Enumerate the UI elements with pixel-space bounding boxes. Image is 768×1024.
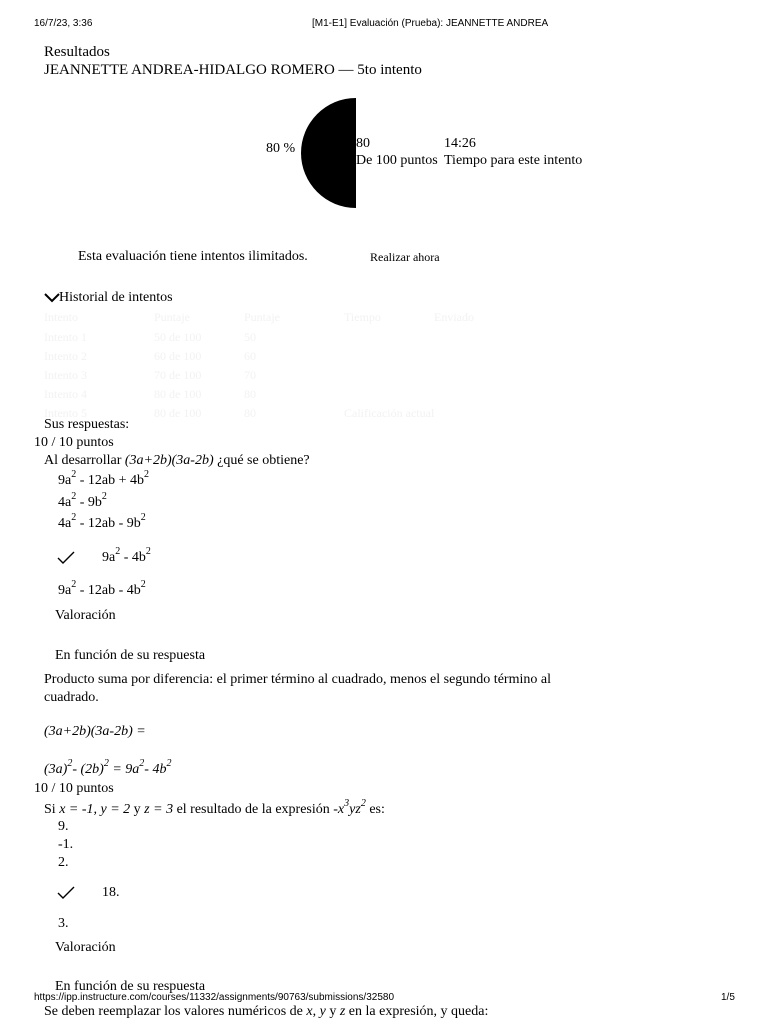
score-value: 80 [356, 136, 370, 151]
q1-option-1 [58, 469, 149, 489]
exponent: 2 [71, 579, 77, 591]
term: - 4b [120, 550, 146, 565]
text: y [325, 1004, 340, 1019]
term: - (2b) [72, 762, 104, 777]
unlimited-attempts-note: Esta evaluación tiene intentos ilimitados. [78, 249, 308, 264]
exponent: 2 [140, 579, 146, 591]
attempt-history-toggle[interactable] [44, 290, 173, 306]
expression: z = 3 [144, 802, 174, 817]
exponent: 2 [166, 758, 172, 770]
history-cell: 80 [244, 406, 256, 420]
q1-option-3 [58, 512, 146, 532]
history-cell[interactable]: Intento 1 [44, 330, 87, 344]
score-label: De 100 puntos [356, 153, 438, 168]
variable: x [306, 1004, 313, 1019]
term: - 12ab - 9b [76, 516, 141, 531]
term: - 12ab + 4b [76, 473, 144, 488]
history-cell[interactable]: Intento 2 [44, 349, 87, 363]
q2-option-4-correct: 18. [102, 885, 120, 900]
history-cell: 80 [244, 387, 256, 401]
term: 9a [58, 473, 72, 488]
q1-option-4-correct [102, 546, 151, 566]
expression: yz [349, 802, 361, 817]
history-header: Puntaje [244, 310, 280, 324]
q1-expression-2 [44, 758, 172, 778]
expression: -x [333, 802, 345, 817]
exponent: 2 [67, 758, 73, 770]
variable: z [339, 1004, 346, 1019]
q2-valoracion: Valoración [55, 940, 116, 955]
q2-explanation [44, 1004, 488, 1020]
correct-checkmark-icon [57, 551, 75, 565]
q2-option-3: 2. [58, 855, 69, 870]
history-cell: Calificación actual [344, 406, 435, 420]
history-cell: 50 [244, 330, 256, 344]
text: Se deben reemplazar los valores numéricos de [44, 1004, 307, 1019]
history-header: Intento [44, 310, 78, 324]
q2-feedback-heading: En función de su respuesta [55, 979, 206, 994]
q1-prompt-post: ¿qué se obtiene? [213, 453, 310, 468]
term: - 9b [76, 495, 102, 510]
q2-option-5: 3. [58, 916, 69, 931]
history-cell: 70 [244, 368, 256, 382]
score-pie [300, 96, 360, 210]
expression: (3a+2b)(3a-2b) = [44, 724, 146, 739]
take-now-button[interactable]: Realizar ahora [370, 250, 440, 264]
student-attempt: JEANNETTE ANDREA-HIDALGO ROMERO — 5to intento [44, 62, 422, 78]
expression: x = -1, y = 2 [59, 802, 131, 817]
q2-prompt [44, 798, 385, 818]
q2-option-2: -1. [58, 837, 74, 852]
history-header: Enviado [434, 310, 474, 324]
history-cell: 50 de 100 [154, 330, 202, 344]
text: es: [365, 802, 385, 817]
history-cell[interactable]: Intento 4 [44, 387, 87, 401]
q2-points: 10 / 10 puntos [34, 781, 114, 796]
exponent: 2 [360, 798, 366, 810]
term: - 12ab - 4b [76, 583, 141, 598]
attempt-time-label: Tiempo para este intento [444, 153, 583, 168]
q1-prompt [44, 453, 310, 469]
history-cell[interactable]: Intento 3 [44, 368, 87, 382]
term: 9a [102, 550, 116, 565]
exponent: 2 [103, 758, 109, 770]
attempt-history-label: Historial de intentos [59, 290, 173, 305]
print-title: [M1-E1] Evaluación (Prueba): JEANNETTE ANDREA [312, 18, 549, 29]
history-cell: 70 de 100 [154, 368, 202, 382]
term: 4a [58, 495, 72, 510]
exponent: 2 [101, 491, 107, 503]
q1-prompt-pre: Al desarrollar [44, 453, 125, 468]
chevron-down-icon [44, 292, 60, 304]
text: , [312, 1004, 320, 1019]
exponent: 2 [144, 469, 149, 481]
exponent: 2 [140, 512, 146, 524]
history-cell: 80 de 100 [154, 406, 202, 420]
history-cell: 80 de 100 [154, 387, 202, 401]
q2-option-1: 9. [58, 819, 69, 834]
q1-expression-1 [44, 724, 146, 740]
exponent: 3 [344, 798, 350, 810]
term: 9a [58, 583, 72, 598]
score-percent: 80 % [266, 141, 296, 156]
q1-explanation-line2: cuadrado. [44, 690, 99, 705]
q1-prompt-expr: (3a+2b)(3a-2b) [124, 453, 214, 468]
variable: y [319, 1004, 326, 1019]
print-url: https://ipp.instructure.com/courses/11332/assignments/90763/submissions/32580 [34, 992, 395, 1003]
q1-valoracion: Valoración [55, 608, 116, 623]
exponent: 2 [71, 491, 77, 503]
term: - 4b [144, 762, 167, 777]
history-cell: 60 de 100 [154, 349, 202, 363]
attempt-time: 14:26 [444, 136, 476, 151]
exponent: 2 [145, 546, 151, 558]
history-cell[interactable]: Intento 5 [44, 406, 87, 420]
text: y [130, 802, 145, 817]
q1-points: 10 / 10 puntos [34, 435, 114, 450]
answers-label: Sus respuestas: [44, 417, 130, 432]
text: el resultado de la expresión [173, 802, 334, 817]
q1-explanation-line1: Producto suma por diferencia: el primer término al cuadrado, menos el segundo término al [44, 672, 551, 687]
score-pie-slice [301, 98, 356, 208]
term: 4a [58, 516, 72, 531]
exponent: 2 [139, 758, 145, 770]
q1-option-2 [58, 491, 107, 511]
print-datetime: 16/7/23, 3:36 [34, 18, 93, 29]
text: en la expresión, y queda: [345, 1004, 489, 1019]
text: Si [44, 802, 60, 817]
exponent: 2 [71, 512, 77, 524]
q1-option-5 [58, 579, 146, 599]
exponent: 2 [71, 469, 77, 481]
exponent: 2 [115, 546, 121, 558]
history-header: Tiempo [344, 310, 381, 324]
correct-checkmark-icon [57, 886, 75, 900]
term: = 9a [108, 762, 140, 777]
print-page-number: 1/5 [721, 992, 735, 1003]
term: (3a) [44, 762, 68, 777]
results-heading: Resultados [44, 44, 110, 60]
history-header: Puntaje [154, 310, 190, 324]
q1-feedback-heading: En función de su respuesta [55, 648, 206, 663]
history-cell: 60 [244, 349, 256, 363]
